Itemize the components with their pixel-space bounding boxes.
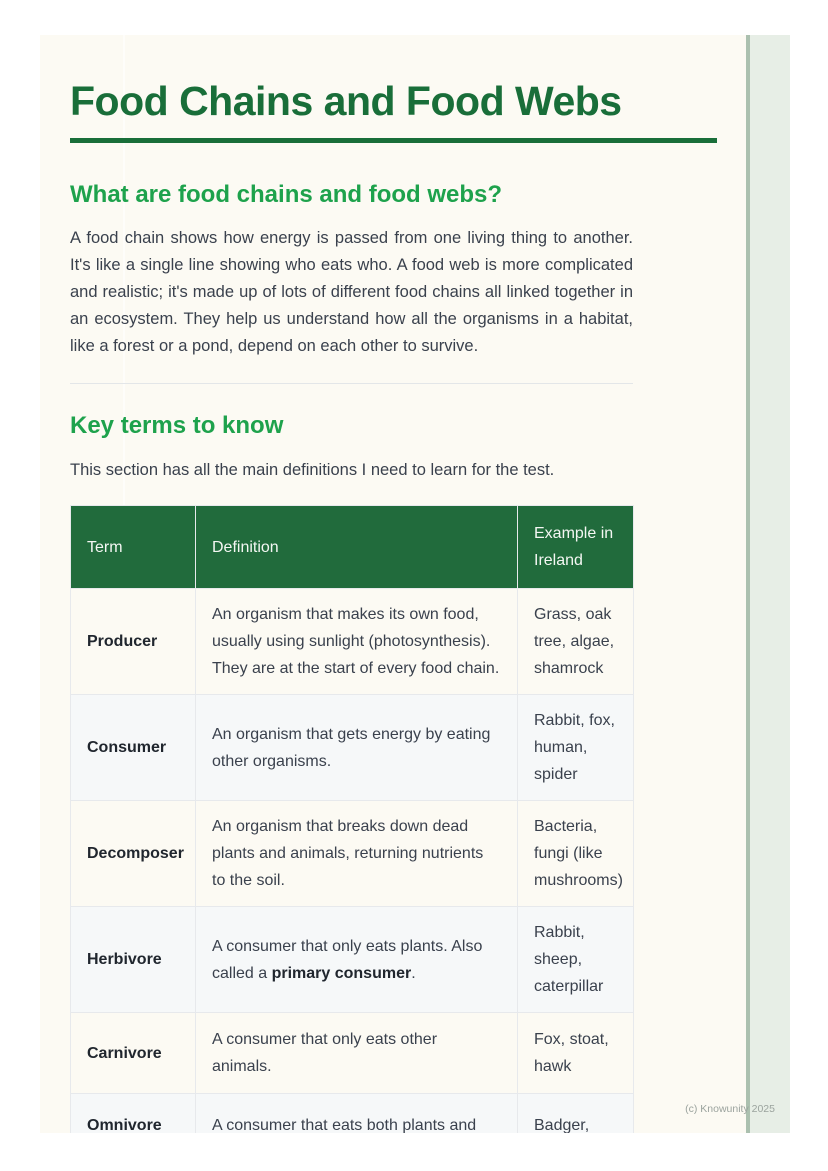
- term-cell: Producer: [71, 589, 196, 695]
- example-cell: Grass, oak tree, algae, shamrock: [518, 589, 634, 695]
- definition-cell: An organism that breaks down dead plants and animals, returning nutrients to the soil.: [196, 801, 518, 907]
- intro-paragraph: A food chain shows how energy is passed from one living thing to another. It's like a single line showing who eats who. A food web is more complicated and realistic; it's made up of lots of different food chains all linked together in an ecosystem. They help us understand how all the organisms in a habitat, like a forest or a pond, depend on each other to survive.: [70, 229, 633, 356]
- section-heading-intro: What are food chains and food webs?: [70, 181, 503, 209]
- header-example: Example in Ireland: [518, 506, 634, 589]
- page-content: [40, 35, 790, 1133]
- definition-cell: An organism that gets energy by eating other organisms.: [196, 695, 518, 801]
- table-row-decomposer: [71, 801, 634, 907]
- key-terms-table: [70, 505, 634, 1133]
- example-cell: Bacteria, fungi (like mushrooms): [518, 801, 634, 907]
- definition-text: A consumer that only eats plants. Also called a: [212, 937, 483, 982]
- section-heading-key-terms: Key terms to know: [70, 412, 284, 440]
- term-cell: Consumer: [71, 695, 196, 801]
- table-row-carnivore: [71, 1013, 634, 1094]
- definition-text: .: [411, 964, 416, 982]
- definition-bold-text: primary consumer: [271, 964, 412, 982]
- key-terms-paragraph: This section has all the main definitions I need to learn for the test.: [70, 461, 555, 480]
- example-cell: Badger,: [518, 1094, 634, 1133]
- table-row-omnivore: [71, 1094, 634, 1133]
- table-header-row: [71, 506, 634, 589]
- document-page: [40, 35, 790, 1133]
- section-divider: [70, 383, 633, 384]
- term-cell: Herbivore: [71, 907, 196, 1013]
- header-term: Term: [71, 506, 196, 589]
- definition-cell: A consumer that eats both plants and: [196, 1094, 518, 1133]
- table-row-herbivore: [71, 907, 634, 1013]
- term-cell: Carnivore: [71, 1013, 196, 1094]
- copyright-watermark: (c) Knowunity 2025: [685, 1103, 775, 1115]
- term-cell: Omnivore: [71, 1094, 196, 1133]
- definition-cell: A consumer that only eats other animals.: [196, 1013, 518, 1094]
- title-underline-rule: [70, 138, 717, 143]
- table-row-producer: [71, 589, 634, 695]
- definition-cell: [196, 907, 518, 1013]
- example-cell: Rabbit, fox, human, spider: [518, 695, 634, 801]
- definition-cell: An organism that makes its own food, usually using sunlight (photosynthesis). They are at the start of every food chain.: [196, 589, 518, 695]
- page-title: Food Chains and Food Webs: [70, 78, 622, 124]
- example-cell: Fox, stoat, hawk: [518, 1013, 634, 1094]
- header-definition: Definition: [196, 506, 518, 589]
- term-cell: Decomposer: [71, 801, 196, 907]
- example-cell: Rabbit, sheep, caterpillar: [518, 907, 634, 1013]
- table-row-consumer: [71, 695, 634, 801]
